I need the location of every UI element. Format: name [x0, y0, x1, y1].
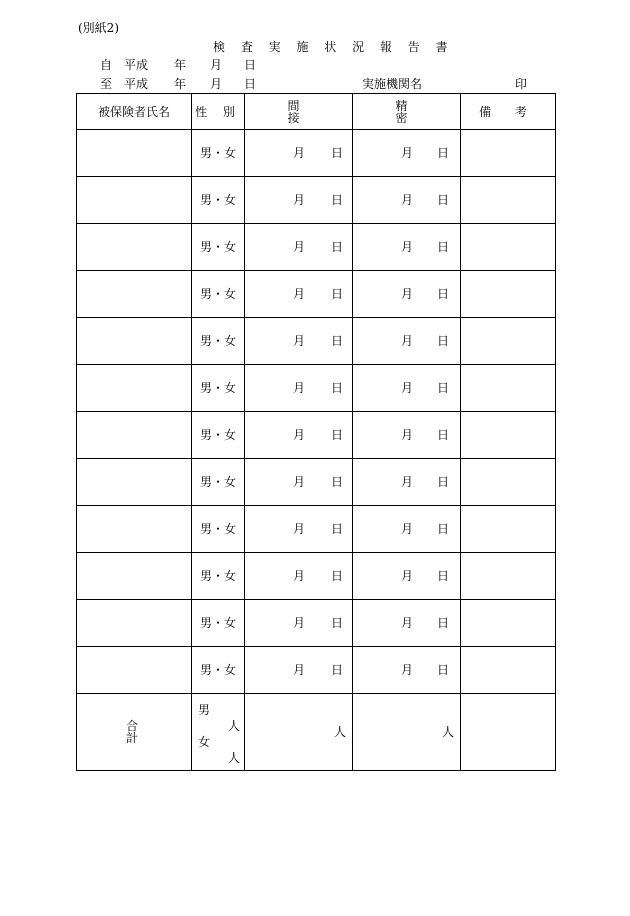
indirect-date-cell[interactable]	[245, 600, 353, 647]
indirect-day: 日	[331, 334, 344, 348]
name-cell[interactable]	[77, 130, 192, 177]
gender-choice: 男・女	[199, 428, 236, 442]
attachment-label: (別紙2)	[78, 21, 119, 35]
gender-choice: 男・女	[199, 522, 236, 536]
to-kanji: 至	[100, 77, 113, 91]
total-female-unit: 人	[228, 751, 241, 765]
precise-month: 月	[401, 287, 414, 301]
indirect-day: 日	[331, 475, 344, 489]
precise-date-cell[interactable]	[353, 177, 461, 224]
precise-day: 日	[437, 287, 450, 301]
indirect-month: 月	[293, 616, 306, 630]
precise-day: 日	[437, 428, 450, 442]
indirect-day: 日	[331, 381, 344, 395]
precise-day: 日	[437, 240, 450, 254]
table-header-row	[77, 94, 556, 130]
precise-date-cell[interactable]	[353, 600, 461, 647]
gender-cell[interactable]	[192, 318, 245, 365]
gender-cell[interactable]	[192, 224, 245, 271]
remarks-cell[interactable]	[461, 365, 556, 412]
table-row	[77, 600, 556, 647]
precise-date-cell[interactable]	[353, 365, 461, 412]
precise-day: 日	[437, 381, 450, 395]
precise-date-cell[interactable]	[353, 318, 461, 365]
total-row	[77, 694, 556, 771]
remarks-cell[interactable]	[461, 412, 556, 459]
indirect-day: 日	[331, 146, 344, 160]
gender-choice: 男・女	[199, 381, 236, 395]
table-row	[77, 365, 556, 412]
name-cell[interactable]	[77, 459, 192, 506]
indirect-day: 日	[331, 522, 344, 536]
indirect-day: 日	[331, 663, 344, 677]
precise-day: 日	[437, 334, 450, 348]
total-male-label: 男	[198, 703, 211, 717]
gender-choice: 男・女	[199, 193, 236, 207]
total-male-unit: 人	[228, 719, 241, 733]
precise-day: 日	[437, 616, 450, 630]
name-cell[interactable]	[77, 647, 192, 694]
gender-cell[interactable]	[192, 130, 245, 177]
from-month: 月	[210, 58, 223, 72]
indirect-date-cell[interactable]	[245, 177, 353, 224]
indirect-date-cell[interactable]	[245, 365, 353, 412]
gender-cell[interactable]	[192, 365, 245, 412]
from-day: 日	[244, 58, 257, 72]
gender-cell[interactable]	[192, 600, 245, 647]
from-era: 平成	[124, 58, 149, 72]
precise-month: 月	[401, 146, 414, 160]
gender-choice: 男・女	[199, 287, 236, 301]
gender-choice: 男・女	[199, 146, 236, 160]
name-cell[interactable]	[77, 600, 192, 647]
gender-choice: 男・女	[199, 663, 236, 677]
table-row	[77, 177, 556, 224]
gender-choice: 男・女	[199, 475, 236, 489]
total-precise-cell	[353, 694, 461, 771]
indirect-day: 日	[331, 569, 344, 583]
gender-choice: 男・女	[199, 616, 236, 630]
header-gender: 性 別	[192, 94, 245, 130]
precise-date-cell[interactable]	[353, 224, 461, 271]
indirect-month: 月	[293, 663, 306, 677]
indirect-month: 月	[293, 428, 306, 442]
gender-cell[interactable]	[192, 412, 245, 459]
total-precise-unit: 人	[441, 725, 454, 739]
indirect-date-cell[interactable]	[245, 318, 353, 365]
precise-month: 月	[401, 663, 414, 677]
indirect-day: 日	[331, 287, 344, 301]
precise-month: 月	[401, 381, 414, 395]
total-female-label: 女	[198, 735, 211, 749]
table-row	[77, 130, 556, 177]
indirect-month: 月	[293, 240, 306, 254]
header-precise: 精 密	[353, 94, 461, 130]
indirect-month: 月	[293, 193, 306, 207]
from-kanji: 自	[100, 58, 113, 72]
name-cell[interactable]	[77, 224, 192, 271]
precise-month: 月	[401, 428, 414, 442]
precise-month: 月	[401, 240, 414, 254]
name-cell[interactable]	[77, 553, 192, 600]
table-row	[77, 506, 556, 553]
gender-choice: 男・女	[199, 569, 236, 583]
precise-date-cell[interactable]	[353, 412, 461, 459]
remarks-cell[interactable]	[461, 600, 556, 647]
table-row	[77, 224, 556, 271]
gender-cell[interactable]	[192, 553, 245, 600]
seal-mark: 印	[515, 77, 528, 91]
gender-cell[interactable]	[192, 177, 245, 224]
indirect-day: 日	[331, 240, 344, 254]
total-remarks-cell	[461, 694, 556, 771]
remarks-cell[interactable]	[461, 506, 556, 553]
institution-label: 実施機関名	[362, 77, 423, 91]
gender-cell[interactable]	[192, 271, 245, 318]
table-row	[77, 553, 556, 600]
table-row	[77, 318, 556, 365]
indirect-month: 月	[293, 569, 306, 583]
remarks-cell[interactable]	[461, 177, 556, 224]
gender-cell[interactable]	[192, 459, 245, 506]
precise-day: 日	[437, 193, 450, 207]
indirect-date-cell[interactable]	[245, 459, 353, 506]
indirect-month: 月	[293, 522, 306, 536]
name-cell[interactable]	[77, 365, 192, 412]
document-title: 検 査 実 施 状 況 報 告 書	[213, 40, 454, 54]
remarks-cell[interactable]	[461, 553, 556, 600]
indirect-date-cell[interactable]	[245, 412, 353, 459]
precise-date-cell[interactable]	[353, 553, 461, 600]
table-row	[77, 459, 556, 506]
precise-day: 日	[437, 569, 450, 583]
indirect-date-cell[interactable]	[245, 224, 353, 271]
precise-day: 日	[437, 663, 450, 677]
precise-month: 月	[401, 522, 414, 536]
from-year: 年	[174, 58, 187, 72]
to-day: 日	[244, 77, 257, 91]
precise-date-cell[interactable]	[353, 647, 461, 694]
precise-month: 月	[401, 334, 414, 348]
remarks-cell[interactable]	[461, 130, 556, 177]
name-cell[interactable]	[77, 318, 192, 365]
precise-day: 日	[437, 522, 450, 536]
remarks-cell[interactable]	[461, 271, 556, 318]
indirect-day: 日	[331, 193, 344, 207]
precise-date-cell[interactable]	[353, 130, 461, 177]
indirect-date-cell[interactable]	[245, 130, 353, 177]
precise-date-cell[interactable]	[353, 459, 461, 506]
indirect-date-cell[interactable]	[245, 647, 353, 694]
indirect-month: 月	[293, 146, 306, 160]
gender-cell[interactable]	[192, 647, 245, 694]
precise-date-cell[interactable]	[353, 271, 461, 318]
indirect-day: 日	[331, 428, 344, 442]
header-indirect: 間 接	[245, 94, 353, 130]
precise-day: 日	[437, 146, 450, 160]
header-remarks: 備 考	[461, 94, 556, 130]
report-table	[76, 93, 556, 771]
indirect-date-cell[interactable]	[245, 271, 353, 318]
name-cell[interactable]	[77, 506, 192, 553]
table-row	[77, 647, 556, 694]
indirect-date-cell[interactable]	[245, 553, 353, 600]
gender-cell[interactable]	[192, 506, 245, 553]
indirect-month: 月	[293, 287, 306, 301]
precise-month: 月	[401, 569, 414, 583]
name-cell[interactable]	[77, 412, 192, 459]
remarks-cell[interactable]	[461, 318, 556, 365]
indirect-date-cell[interactable]	[245, 506, 353, 553]
remarks-cell[interactable]	[461, 647, 556, 694]
to-year: 年	[174, 77, 187, 91]
precise-month: 月	[401, 193, 414, 207]
name-cell[interactable]	[77, 177, 192, 224]
name-cell[interactable]	[77, 271, 192, 318]
to-month: 月	[210, 77, 223, 91]
total-gender-cell	[192, 694, 245, 771]
gender-choice: 男・女	[199, 240, 236, 254]
precise-month: 月	[401, 616, 414, 630]
table-body	[77, 130, 556, 694]
precise-date-cell[interactable]	[353, 506, 461, 553]
precise-month: 月	[401, 475, 414, 489]
remarks-cell[interactable]	[461, 459, 556, 506]
table-row	[77, 271, 556, 318]
indirect-month: 月	[293, 334, 306, 348]
to-era: 平成	[124, 77, 149, 91]
remarks-cell[interactable]	[461, 224, 556, 271]
total-indirect-cell	[245, 694, 353, 771]
indirect-month: 月	[293, 381, 306, 395]
header-name: 被保険者氏名	[77, 94, 192, 130]
total-label: 合 計	[77, 694, 192, 771]
total-indirect-unit: 人	[333, 725, 346, 739]
table-row	[77, 412, 556, 459]
indirect-day: 日	[331, 616, 344, 630]
indirect-month: 月	[293, 475, 306, 489]
precise-day: 日	[437, 475, 450, 489]
gender-choice: 男・女	[199, 334, 236, 348]
